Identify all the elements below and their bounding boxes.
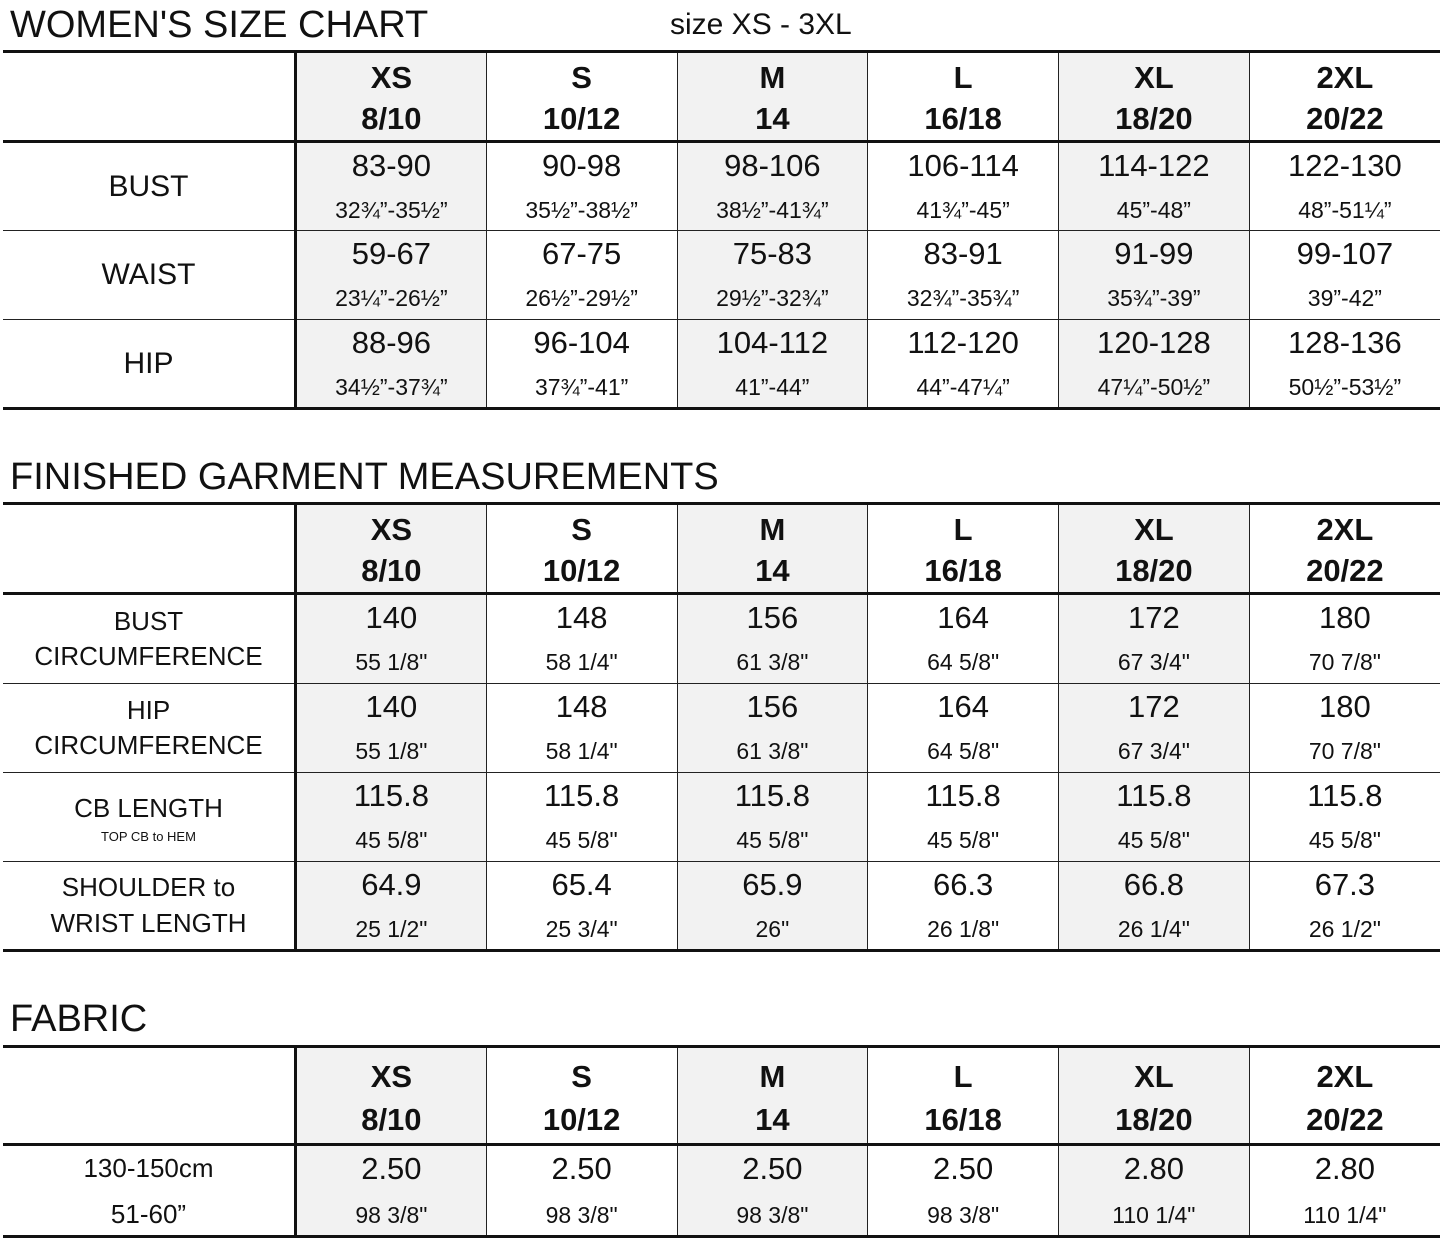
cm-value: 172 — [1128, 689, 1180, 724]
row-label-cell — [3, 594, 296, 684]
fabric-cell — [486, 1145, 677, 1237]
cm-value: 180 — [1319, 689, 1371, 724]
inch-value: 25 3/4" — [545, 915, 618, 942]
hip-row — [3, 320, 1440, 409]
size-number: 16/18 — [924, 1101, 1002, 1137]
size-number: 10/12 — [542, 1101, 621, 1137]
metre-value: 2.50 — [742, 1150, 803, 1186]
cm-value: 164 — [937, 600, 989, 635]
size-code: M — [759, 1058, 786, 1094]
size-chart-title: WOMEN'S SIZE CHART — [10, 4, 429, 46]
measure-cell — [1059, 142, 1250, 231]
measure-cell — [486, 142, 677, 231]
measure-cell — [677, 231, 868, 320]
inch-value: 55 1/8" — [355, 738, 428, 764]
measure-cell — [486, 773, 677, 862]
size-header-row — [3, 52, 1440, 142]
inch-value: 38½”-41¾” — [716, 196, 829, 223]
size-header-s — [486, 504, 677, 594]
row-label-cell — [3, 684, 296, 773]
cm-value: 148 — [555, 600, 608, 635]
inch-value: 39”-42” — [1307, 285, 1382, 311]
cm-value: 115.8 — [353, 778, 430, 813]
row-label: BUST — [108, 169, 189, 203]
inch-value: 61 3/8" — [736, 649, 809, 675]
inch-value: 48”-51¼” — [1298, 196, 1392, 223]
metre-value: 2.80 — [1123, 1150, 1185, 1186]
cm-value: 104-112 — [716, 324, 829, 360]
size-code: L — [953, 511, 973, 547]
cm-value: 115.8 — [1307, 778, 1383, 813]
fabric-width-in: 51-60” — [110, 1198, 187, 1229]
row-label-line1: CB LENGTH — [74, 792, 223, 823]
size-header-xs — [296, 1047, 487, 1145]
size-header-s — [486, 1047, 677, 1145]
inch-value: 41”-44” — [735, 373, 810, 400]
inch-value: 110 1/4" — [1303, 1201, 1387, 1228]
size-header-xl — [1059, 52, 1250, 142]
size-code: M — [759, 59, 786, 95]
measure-cell — [868, 684, 1059, 773]
cm-value: 64.9 — [361, 866, 422, 902]
measure-cell — [296, 594, 487, 684]
size-number: 14 — [755, 552, 790, 588]
measure-cell — [1249, 142, 1440, 231]
row-label-line1: SHOULDER to — [61, 872, 236, 903]
inch-value: 25 1/2" — [355, 915, 428, 942]
cm-value: 172 — [1128, 600, 1180, 635]
row-label-cell — [3, 773, 296, 862]
row-label-cell — [3, 862, 296, 951]
size-code: 2XL — [1316, 1058, 1374, 1094]
measure-cell — [868, 231, 1059, 320]
measure-cell — [1249, 594, 1440, 684]
size-code: XS — [370, 59, 413, 95]
inch-value: 26 1/4" — [1117, 915, 1190, 942]
cm-value: 164 — [937, 689, 989, 724]
cm-value: 140 — [365, 600, 418, 635]
inch-value: 45 5/8" — [1308, 827, 1381, 853]
inch-value: 98 3/8" — [355, 1201, 428, 1228]
size-number: 8/10 — [361, 100, 422, 136]
size-number: 20/22 — [1306, 1101, 1384, 1137]
row-label-cell — [3, 320, 296, 409]
row-label-note: TOP CB to HEM — [101, 829, 196, 845]
header-blank-cell — [3, 1047, 296, 1145]
inch-value: 32¾”-35¾” — [906, 285, 1020, 311]
inch-value: 98 3/8" — [545, 1201, 618, 1228]
header-blank-cell — [3, 52, 296, 142]
measure-cell — [677, 862, 868, 951]
size-header-l — [868, 52, 1059, 142]
size-code: 2XL — [1316, 59, 1374, 95]
fabric-title: FABRIC — [10, 998, 148, 1040]
size-code: XL — [1134, 59, 1174, 95]
size-header-2xl — [1249, 52, 1440, 142]
cm-value: 140 — [365, 689, 418, 724]
cm-value: 83-90 — [351, 147, 432, 183]
inch-value: 67 3/4" — [1117, 738, 1190, 764]
row-label-line2: CIRCUMFERENCE — [34, 730, 263, 760]
inch-value: 47¼”-50½” — [1097, 373, 1211, 400]
fabric-cell — [296, 1145, 487, 1237]
inch-value: 26 1/8" — [927, 915, 1000, 942]
cm-value: 128-136 — [1287, 324, 1402, 360]
row-label: HIP — [123, 346, 174, 380]
waist-row — [3, 231, 1440, 320]
inch-value: 58 1/4" — [545, 649, 618, 675]
size-header-xl — [1059, 504, 1250, 594]
row-label: WAIST — [101, 258, 196, 291]
size-header-row — [3, 504, 1440, 594]
inch-value: 45 5/8" — [927, 827, 1000, 853]
fabric-cell — [1249, 1145, 1440, 1237]
measure-cell — [677, 320, 868, 409]
inch-value: 70 7/8" — [1308, 649, 1381, 675]
size-code: 2XL — [1316, 511, 1374, 547]
size-header-xs — [296, 504, 487, 594]
size-header-xl — [1059, 1047, 1250, 1145]
fabric-width-cm: 130-150cm — [83, 1152, 214, 1183]
cm-value: 67-75 — [541, 236, 622, 271]
cm-value: 115.8 — [1116, 778, 1192, 813]
metre-value: 2.50 — [932, 1150, 994, 1186]
cm-value: 112-120 — [907, 324, 1019, 360]
size-number: 18/20 — [1115, 100, 1193, 136]
row-label-cell — [3, 142, 296, 231]
hip-circumference-row — [3, 684, 1440, 773]
row-label-line1: BUST — [113, 605, 184, 636]
header-blank-cell — [3, 504, 296, 594]
row-label-cell — [3, 1145, 296, 1237]
inch-value: 110 1/4" — [1112, 1201, 1196, 1228]
measure-cell — [677, 142, 868, 231]
measure-cell — [296, 142, 487, 231]
size-code: L — [953, 59, 973, 95]
size-header-m — [677, 1047, 868, 1145]
measure-cell — [868, 320, 1059, 409]
inch-value: 34½”-37¾” — [335, 373, 448, 400]
inch-value: 45 5/8" — [545, 827, 618, 853]
measure-cell — [296, 862, 487, 951]
inch-value: 26 1/2" — [1308, 915, 1381, 942]
row-label-cell — [3, 231, 296, 320]
inch-value: 29½”-32¾” — [716, 285, 829, 311]
inch-value: 45 5/8" — [736, 827, 809, 853]
inch-value: 45 5/8" — [355, 827, 428, 853]
measure-cell — [1249, 684, 1440, 773]
cm-value: 115.8 — [734, 778, 811, 813]
size-code: XS — [370, 511, 413, 547]
size-number: 14 — [755, 1101, 790, 1137]
size-code: XS — [370, 1058, 413, 1094]
fabric-cell — [868, 1145, 1059, 1237]
cm-value: 65.4 — [551, 866, 612, 902]
cm-value: 90-98 — [541, 147, 622, 183]
size-number: 8/10 — [361, 552, 422, 588]
cm-value: 120-128 — [1096, 324, 1211, 360]
size-number: 16/18 — [924, 552, 1002, 588]
cm-value: 59-67 — [351, 236, 432, 271]
size-code: L — [953, 1058, 973, 1094]
inch-value: 55 1/8" — [355, 649, 428, 675]
inch-value: 98 3/8" — [736, 1201, 809, 1228]
cm-value: 115.8 — [543, 778, 620, 813]
size-header-m — [677, 52, 868, 142]
inch-value: 98 3/8" — [927, 1201, 1000, 1228]
size-header-xs — [296, 52, 487, 142]
cm-value: 91-99 — [1114, 236, 1194, 271]
size-header-row — [3, 1047, 1440, 1145]
measure-cell — [1059, 684, 1250, 773]
inch-value: 23¼”-26½” — [335, 285, 448, 311]
size-number: 18/20 — [1115, 552, 1193, 588]
size-code: XL — [1134, 511, 1174, 547]
measure-cell — [486, 684, 677, 773]
size-number: 20/22 — [1306, 100, 1384, 136]
cm-value: 65.9 — [742, 866, 803, 902]
inch-value: 35½”-38½” — [525, 196, 638, 223]
finished-garment-title: FINISHED GARMENT MEASUREMENTS — [10, 456, 719, 498]
size-header-s — [486, 52, 677, 142]
cm-value: 67.3 — [1314, 866, 1376, 902]
cm-value: 106-114 — [907, 147, 1019, 183]
cm-value: 88-96 — [351, 324, 432, 360]
measure-cell — [1249, 231, 1440, 320]
inch-value: 35¾”-39” — [1107, 285, 1201, 311]
fabric-cell — [1059, 1145, 1250, 1237]
inch-value: 58 1/4" — [545, 738, 618, 764]
measure-cell — [1059, 862, 1250, 951]
row-label-line1: HIP — [126, 694, 171, 725]
measure-cell — [486, 231, 677, 320]
size-header-2xl — [1249, 504, 1440, 594]
finished-garment-table — [3, 502, 1440, 952]
fabric-row — [3, 1145, 1440, 1237]
inch-value: 37¾”-41” — [534, 373, 629, 400]
size-number: 10/12 — [542, 100, 621, 136]
shoulder-wrist-row — [3, 862, 1440, 951]
cm-value: 148 — [555, 689, 608, 724]
measure-cell — [486, 862, 677, 951]
size-code: S — [571, 511, 592, 547]
bust-circumference-row — [3, 594, 1440, 684]
measure-cell — [1249, 320, 1440, 409]
inch-value: 61 3/8" — [736, 738, 809, 764]
measure-cell — [1059, 594, 1250, 684]
size-header-m — [677, 504, 868, 594]
inch-value: 41¾”-45” — [916, 196, 1010, 223]
measure-cell — [677, 594, 868, 684]
measure-cell — [1059, 231, 1250, 320]
size-number: 16/18 — [924, 100, 1002, 136]
measure-cell — [868, 862, 1059, 951]
size-number: 10/12 — [542, 552, 621, 588]
measure-cell — [296, 684, 487, 773]
inch-value: 26½”-29½” — [525, 285, 638, 311]
measure-cell — [868, 594, 1059, 684]
size-number: 8/10 — [361, 1101, 422, 1137]
metre-value: 2.80 — [1314, 1150, 1376, 1186]
cm-value: 66.8 — [1123, 866, 1185, 902]
cm-value: 156 — [746, 689, 799, 724]
size-number: 20/22 — [1306, 552, 1384, 588]
cm-value: 75-83 — [732, 236, 813, 271]
metre-value: 2.50 — [361, 1150, 422, 1186]
measure-cell — [296, 231, 487, 320]
inch-value: 26" — [755, 915, 790, 942]
inch-value: 32¾”-35½” — [335, 196, 448, 223]
cb-length-row — [3, 773, 1440, 862]
size-code: M — [759, 511, 786, 547]
cm-value: 96-104 — [533, 324, 630, 360]
row-label-line2: CIRCUMFERENCE — [34, 641, 263, 671]
inch-value: 67 3/4" — [1117, 649, 1190, 675]
measure-cell — [296, 773, 487, 862]
size-number: 14 — [755, 100, 790, 136]
cm-value: 98-106 — [724, 147, 821, 183]
cm-value: 99-107 — [1296, 236, 1394, 271]
measure-cell — [486, 320, 677, 409]
inch-value: 44”-47¼” — [916, 373, 1010, 400]
metre-value: 2.50 — [551, 1150, 612, 1186]
inch-value: 45 5/8" — [1117, 827, 1190, 853]
size-code: XL — [1134, 1058, 1174, 1094]
cm-value: 66.3 — [932, 866, 994, 902]
size-header-2xl — [1249, 1047, 1440, 1145]
measure-cell — [868, 773, 1059, 862]
cm-value: 114-122 — [1098, 147, 1210, 183]
inch-value: 64 5/8" — [927, 649, 1000, 675]
cm-value: 180 — [1319, 600, 1371, 635]
measure-cell — [486, 594, 677, 684]
body-size-table — [3, 50, 1440, 410]
cm-value: 122-130 — [1287, 147, 1402, 183]
measure-cell — [1249, 773, 1440, 862]
bust-row — [3, 142, 1440, 231]
size-header-l — [868, 504, 1059, 594]
inch-value: 45”-48” — [1116, 196, 1191, 223]
cm-value: 83-91 — [923, 236, 1003, 271]
measure-cell — [1059, 773, 1250, 862]
size-header-l — [868, 1047, 1059, 1145]
inch-value: 64 5/8" — [927, 738, 1000, 764]
measure-cell — [677, 773, 868, 862]
cm-value: 115.8 — [925, 778, 1001, 813]
fabric-cell — [677, 1145, 868, 1237]
size-code: S — [571, 1058, 592, 1094]
row-label-line2: WRIST LENGTH — [50, 907, 247, 938]
measure-cell — [296, 320, 487, 409]
inch-value: 70 7/8" — [1308, 738, 1381, 764]
size-code: S — [571, 59, 592, 95]
inch-value: 50½”-53½” — [1288, 373, 1402, 400]
measure-cell — [868, 142, 1059, 231]
measure-cell — [1249, 862, 1440, 951]
size-number: 18/20 — [1115, 1101, 1193, 1137]
measure-cell — [677, 684, 868, 773]
size-range-subtitle: size XS - 3XL — [670, 8, 852, 41]
fabric-table — [3, 1045, 1440, 1238]
measure-cell — [1059, 320, 1250, 409]
cm-value: 156 — [746, 600, 799, 635]
